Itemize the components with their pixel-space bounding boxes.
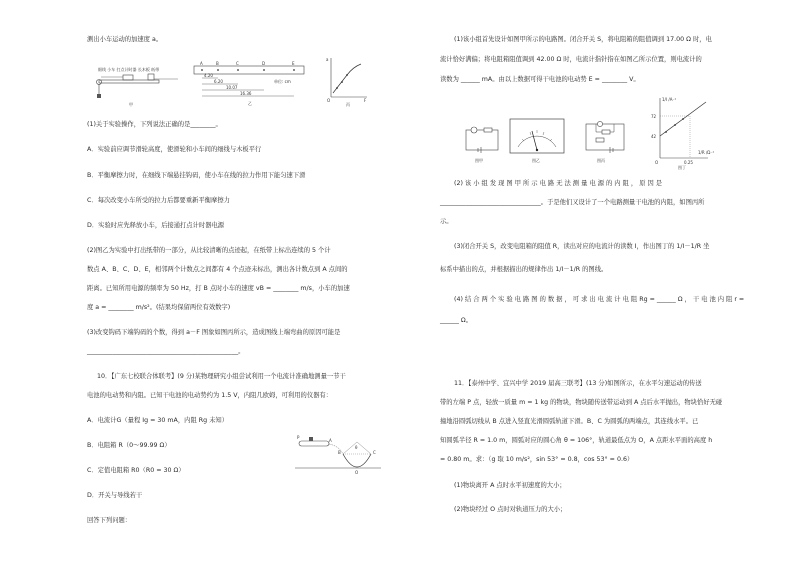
tape-dim-1: 4.20 [204,73,213,78]
angle-theta-label: θ [355,445,358,450]
question-2-line-2: 数点 A、B、C、D、E，相邻两个计数点之间都有 4 个点迹未标出，测出各计数点到 A 点间的 [87,266,348,273]
question-2-line-1: (2)图乙为实验中打出纸带的一部分，从比较清晰的点迹起，在纸带上标出连续的 5 个计 [87,247,331,254]
question-1: (1)关于实验操作，下列说法正确的是________。 [87,121,222,128]
part-2-line-2: ________________________________。于是他们又设计了一个电路测量干电池的内阻，如图丙所 [440,199,705,206]
point-a-label: A [329,438,332,443]
problem-11-question-2: (2)物块经过 O 点时对轨道压力的大小； [454,506,567,513]
tape-unit: 单位: cm [274,79,291,84]
equipment-a: A．电流计G（量程 Ig = 30 mA，内阻 Rg 未知） [87,417,229,424]
ding-y-axis-label: 1/I /A⁻¹ [662,97,677,102]
figure-yi-caption: 图乙 [532,158,540,163]
apparatus-labels: 细线 小车 打点计时器 长木板 纸带 [98,67,160,72]
tape-point-c: C [236,61,239,66]
ding-y-tick-72: 72 [651,114,657,119]
figure-ding-caption: 图丁 [678,165,686,170]
ding-x-axis-label: 1/R /Ω⁻¹ [698,150,715,155]
figure-conveyor-arc [293,432,383,478]
figure-jia-label: 甲 [129,102,133,107]
equipment-b: B．电阻箱 R（0～99.99 Ω） [87,442,171,449]
point-p-label: P [297,435,300,440]
problem-11-line-4: 知圆弧半径 R = 1.0 m，圆弧对应的圆心角 θ = 106°，轨道最低点为 O，A 点距水平面的高度 h [440,437,713,444]
part-4-line-1: (4) 结 合 两 个 实 验 电 路 图 的 数 据 ， 可 求 出 电 流 计 电 阻 Rg = ______ Ω ， 干 电 池 内 阻 r = [454,296,745,303]
point-c-label: C [373,450,376,455]
equipment-d: D．开关与导线若干 [87,492,143,499]
figure-yi-label: 乙 [248,101,252,106]
figure-bing-caption: 图丙 [597,158,605,163]
ding-y-tick-42: 42 [651,134,657,139]
problem-11-line-3: 撞地沿圆弧切线从 B 点进入竖直光滑圆弧轨道下滑。B、C 为圆弧的两端点，其连线水平。已 [440,418,699,425]
tape-point-b: B [216,61,219,66]
part-1-line-3: 读数为 ______ mA。由以上数据可得干电池的电动势 E = ________ V。 [440,76,640,83]
problem-11-line-1: 11．【泰州中学、宜兴中学 2019 届高三联考】(13 分)如图所示，在水平匀速运动的传送 [454,380,702,387]
figure-jia-caption: 图甲 [475,158,483,163]
option-d: D．实验时应先释放小车，后接通打点计时器电源 [87,222,225,229]
part-1-line-1: (1)该小组首先设计如图甲所示的电路图。闭合开关 S，将电阻箱的阻值调到 17.00 Ω 时，电 [454,36,712,43]
ding-x-tick: 0.25 [684,160,693,165]
point-o-label: O [355,470,359,475]
figure-graph-ding [650,94,715,170]
equipment-c: C．定值电阻箱 R0（R0 = 30 Ω） [87,467,185,474]
ding-origin: O [655,160,659,165]
figure-yi-tape [190,60,310,108]
question-2-line-3: 距离。已知所用电源的频率为 50 Hz，打 B 点时小车的速度 vB = ________ m/s，小车的加速 [87,285,350,292]
tape-point-a: A [200,61,203,66]
option-a: A．实验前应调节滑轮高度，使滑轮和小车间的细线与木板平行 [87,146,262,153]
answer-prompt: 回答下列问题： [87,517,132,524]
option-b: B．平衡摩擦力时，在细线下端悬挂钩码，使小车在线的拉力作用下能匀速下滑 [87,172,306,179]
option-c: C．每次改变小车所受的拉力后都要重新平衡摩擦力 [87,197,230,204]
part-4-line-2: ______ Ω。 [440,317,473,324]
figure-meter-yi [508,117,568,165]
tape-dim-4: 16.36 [240,91,252,96]
problem-11-line-5: = 0.80 m。求：（g 取 10 m/s²，sin 53° = 0.8，cos 53° = 0.6） [440,456,634,463]
figure-bing-graph [325,55,370,107]
question-3-line-2: ________________________________________________。 [87,348,245,355]
figure-jia-apparatus [93,62,183,107]
part-2-line-3: 示。 [440,218,453,225]
part-2-line-1: (2) 该 小 组 发 现 图 甲 所 示 电 路 无 法 测 量 电 源 的 内 阻 ， 原 因 是 [454,180,663,187]
part-3-line-2: 标系中描出的点，并根据描出的规律作出 1/I－1/R 的图线。 [440,266,608,273]
tape-point-d: D [262,61,266,66]
figure-circuit-jia [462,124,502,164]
problem-10-line-1: 10．【广东七校联合体联考】(9 分)某物理研究小组尝试利用一个电流计准确地测量一节干 [97,373,346,380]
tape-dim-3: 10.07 [226,85,238,90]
problem-11-question-1: (1)物块离开 A 点时水平初速度的大小； [454,482,566,489]
axis-f-label: F [364,98,367,103]
intro-text: 测出小车运动的加速度 a。 [87,36,163,43]
part-1-line-2: 流计恰好满偏；将电阻箱阻值调到 42.00 Ω 时，电流计指针指在如图乙所示位置，则电流计的 [440,56,702,63]
figure-circuit-bing [580,120,630,164]
part-3-line-1: (3)闭合开关 S，改变电阻箱的阻值 R，读出对应的电流计的读数 I，作出图丁的 1/I－1/R 坐 [454,243,710,250]
problem-11-line-2: 带的左端 P 点，轻放一质量 m = 1 kg 的物块，物块随传送带运动到 A 点后水平抛出，物块恰好无碰 [440,399,723,406]
point-b-label: B [338,450,341,455]
origin-label: O [327,98,331,103]
figure-bing-label: 丙 [346,102,350,107]
axis-a-label: a [326,57,329,62]
question-2-line-4: 度 a = ________ m/s²。(结果均保留两位有效数字) [87,304,231,311]
tape-dim-2: 6.20 [214,79,223,84]
problem-10-line-2: 电池的电动势和内阻。已知干电池的电动势约为 1.5 V，内阻几欧姆，可利用的仪器有： [87,392,333,399]
question-3-line-1: (3)改变钩码下端钩码的个数，得到 a－F 图象如图丙所示，造成图线上端弯曲的原因可能是 [87,329,341,336]
tape-point-e: E [292,61,295,66]
